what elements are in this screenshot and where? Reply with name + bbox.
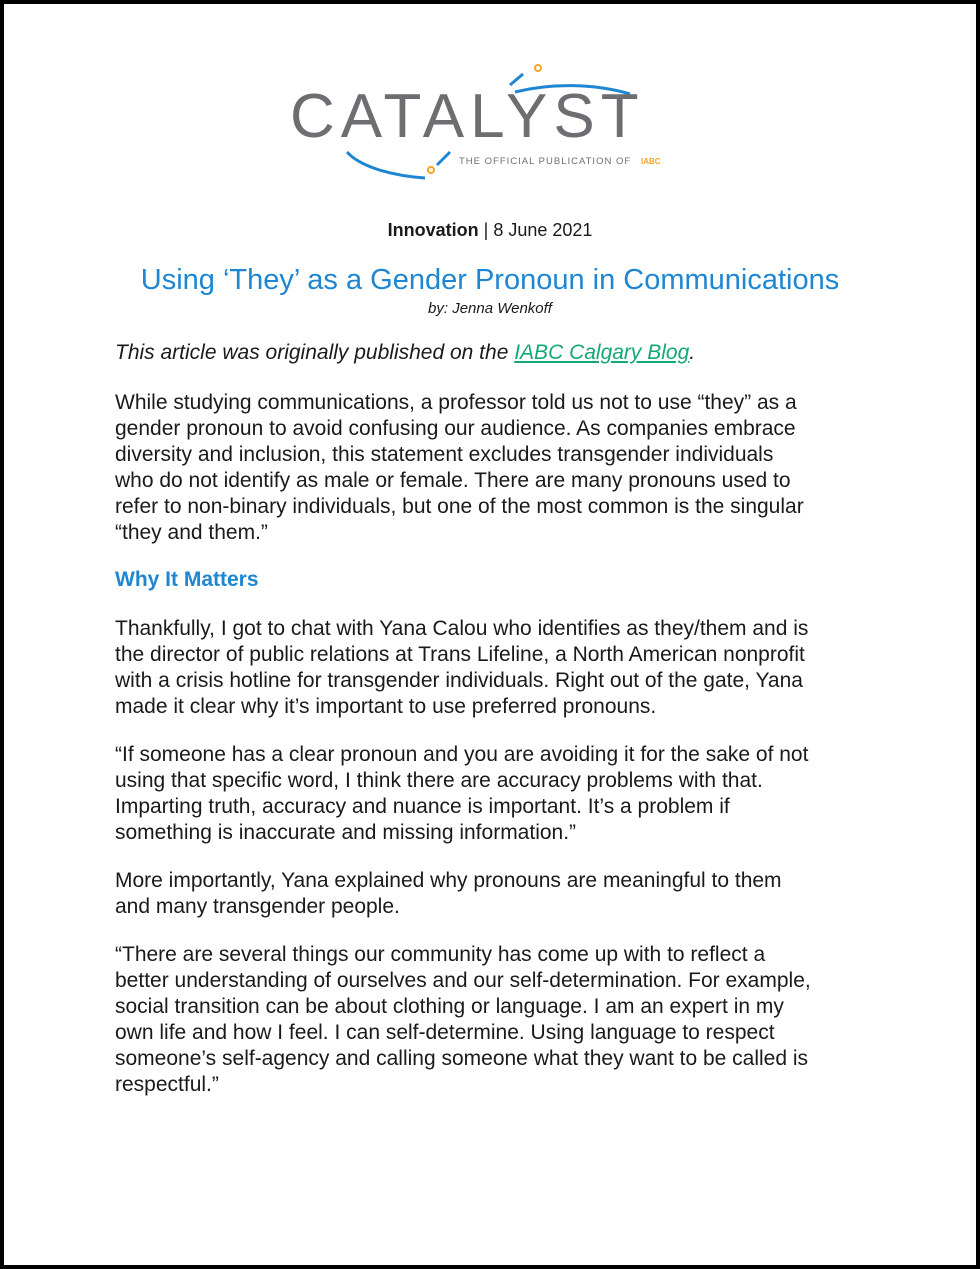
publish-date: 8 June 2021: [493, 220, 593, 240]
text-line: “they and them.”: [115, 521, 268, 544]
logo-tagline: THE OFFICIAL PUBLICATION OF: [459, 156, 632, 167]
intro-end: .: [689, 341, 696, 364]
text-line: “If someone has a clear pronoun and you are avoiding it for the sake of not: [115, 743, 809, 766]
text-line: diversity and inclusion, this statement excludes transgender individuals: [115, 443, 774, 466]
logo-tagline-brand: IABC: [641, 157, 661, 166]
text-line: someone’s self-agency and calling someone what they want to be called is: [115, 1047, 809, 1070]
text-line: the director of public relations at Trans Lifeline, a North American nonprofit: [115, 643, 805, 666]
text-line: refer to non-binary individuals, but one of the most common is the singular: [115, 495, 804, 518]
text-line: with a crisis hotline for transgender individuals. Right out of the gate, Yana: [115, 669, 803, 692]
intro-note: [115, 341, 695, 365]
logo-wordmark: CATALYST: [290, 82, 645, 151]
paragraph-2: [115, 616, 808, 720]
text-line: social transition can be about clothing or language. I am an expert in my: [115, 995, 784, 1018]
text-line: “There are several things our community has come up with to reflect a: [115, 943, 766, 966]
section-heading: Why It Matters: [115, 568, 259, 591]
text-line: Imparting truth, accuracy and nuance is important. It’s a problem if: [115, 795, 730, 818]
paragraph-4: [115, 868, 782, 920]
article-title: Using ‘They’ as a Gender Pronoun in Communications: [140, 264, 840, 296]
text-line: something is inaccurate and missing information.”: [115, 821, 577, 844]
text-line: using that specific word, I think there are accuracy problems with that.: [115, 769, 763, 792]
meta-separator: |: [483, 220, 489, 240]
text-line: own life and how I feel. I can self-determine. Using language to respect: [115, 1021, 775, 1044]
paragraph-1: [115, 390, 804, 546]
logo-arc-bottom: [347, 152, 425, 178]
text-line: While studying communications, a professor told us not to use “they” as a: [115, 391, 797, 414]
article-meta: [0, 220, 980, 241]
text-line: and many transgender people.: [115, 895, 400, 918]
text-line: gender pronoun to avoid confusing our audience. As companies embrace: [115, 417, 796, 440]
text-line: who do not identify as male or female. There are many pronouns used to: [115, 469, 791, 492]
text-line: respectful.”: [115, 1073, 219, 1096]
intro-text: This article was originally published on the: [115, 341, 515, 364]
category-label: Innovation: [387, 220, 479, 240]
text-line: better understanding of ourselves and our self-determination. For example,: [115, 969, 811, 992]
text-line: More importantly, Yana explained why pronouns are meaningful to them: [115, 869, 782, 892]
iabc-calgary-blog-link[interactable]: IABC Calgary Blog: [514, 341, 690, 364]
paragraph-5: [115, 942, 811, 1098]
text-line: made it clear why it’s important to use preferred pronouns.: [115, 695, 657, 718]
catalyst-logo: [285, 52, 695, 187]
paragraph-3: [115, 742, 808, 846]
byline: by: Jenna Wenkoff: [428, 300, 552, 317]
logo-dot-icon: [535, 65, 541, 71]
text-line: Thankfully, I got to chat with Yana Calou who identifies as they/them and is: [115, 617, 809, 640]
